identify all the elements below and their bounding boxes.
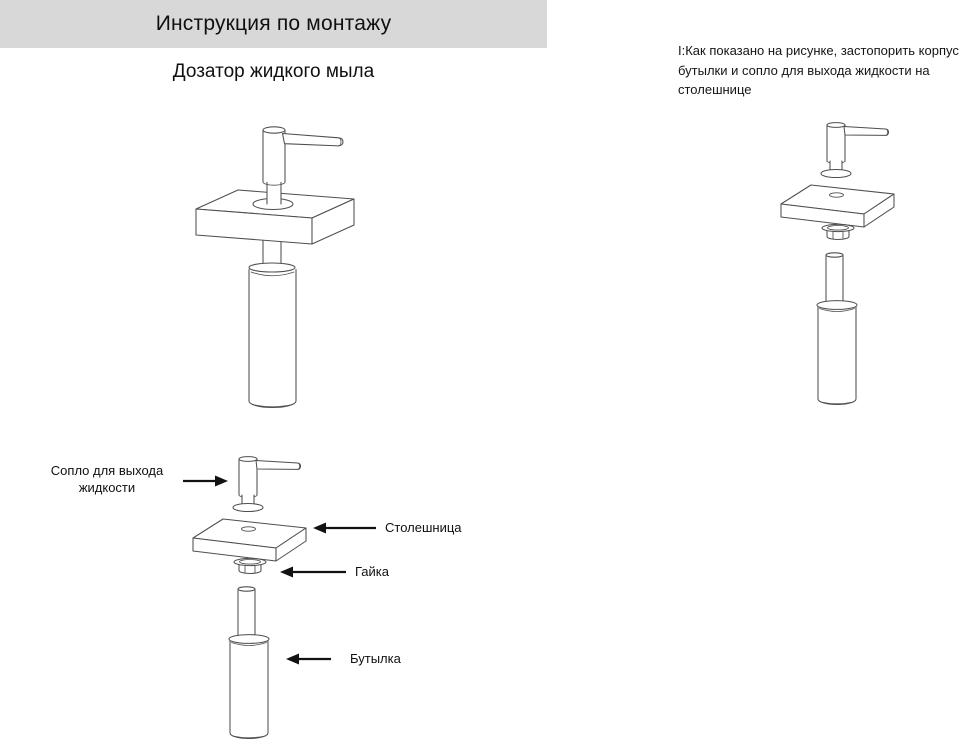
arrow-left-icon-bottle xyxy=(286,654,331,665)
step1-exploded-diagram xyxy=(781,123,894,405)
exploded-dispenser-diagram xyxy=(193,457,306,739)
bottle-neck-tube-art xyxy=(263,241,281,268)
nut-label: Гайка xyxy=(355,564,390,579)
page-title: Инструкция по монтажу xyxy=(155,12,392,35)
countertop-art xyxy=(196,190,354,244)
pump-art xyxy=(253,127,343,210)
arrow-left-icon-nut xyxy=(280,567,346,578)
step-instruction-text: I:Как показано на рисунке, застопорить корпус бутылки и сопло для выхода жидкости на столешнице xyxy=(678,43,959,97)
arrow-left-icon-countertop xyxy=(313,523,376,534)
assembled-dispenser-diagram xyxy=(196,127,354,408)
countertop-label: Столешница xyxy=(385,520,462,535)
product-subtitle: Дозатор жидкого мыла xyxy=(172,61,375,82)
nozzle-label: Сопло для выхода жидкости xyxy=(50,463,164,495)
bottle-art xyxy=(249,263,296,407)
bottle-label: Бутылка xyxy=(350,651,401,666)
header-bar xyxy=(0,0,547,48)
arrow-right-icon xyxy=(183,476,228,487)
